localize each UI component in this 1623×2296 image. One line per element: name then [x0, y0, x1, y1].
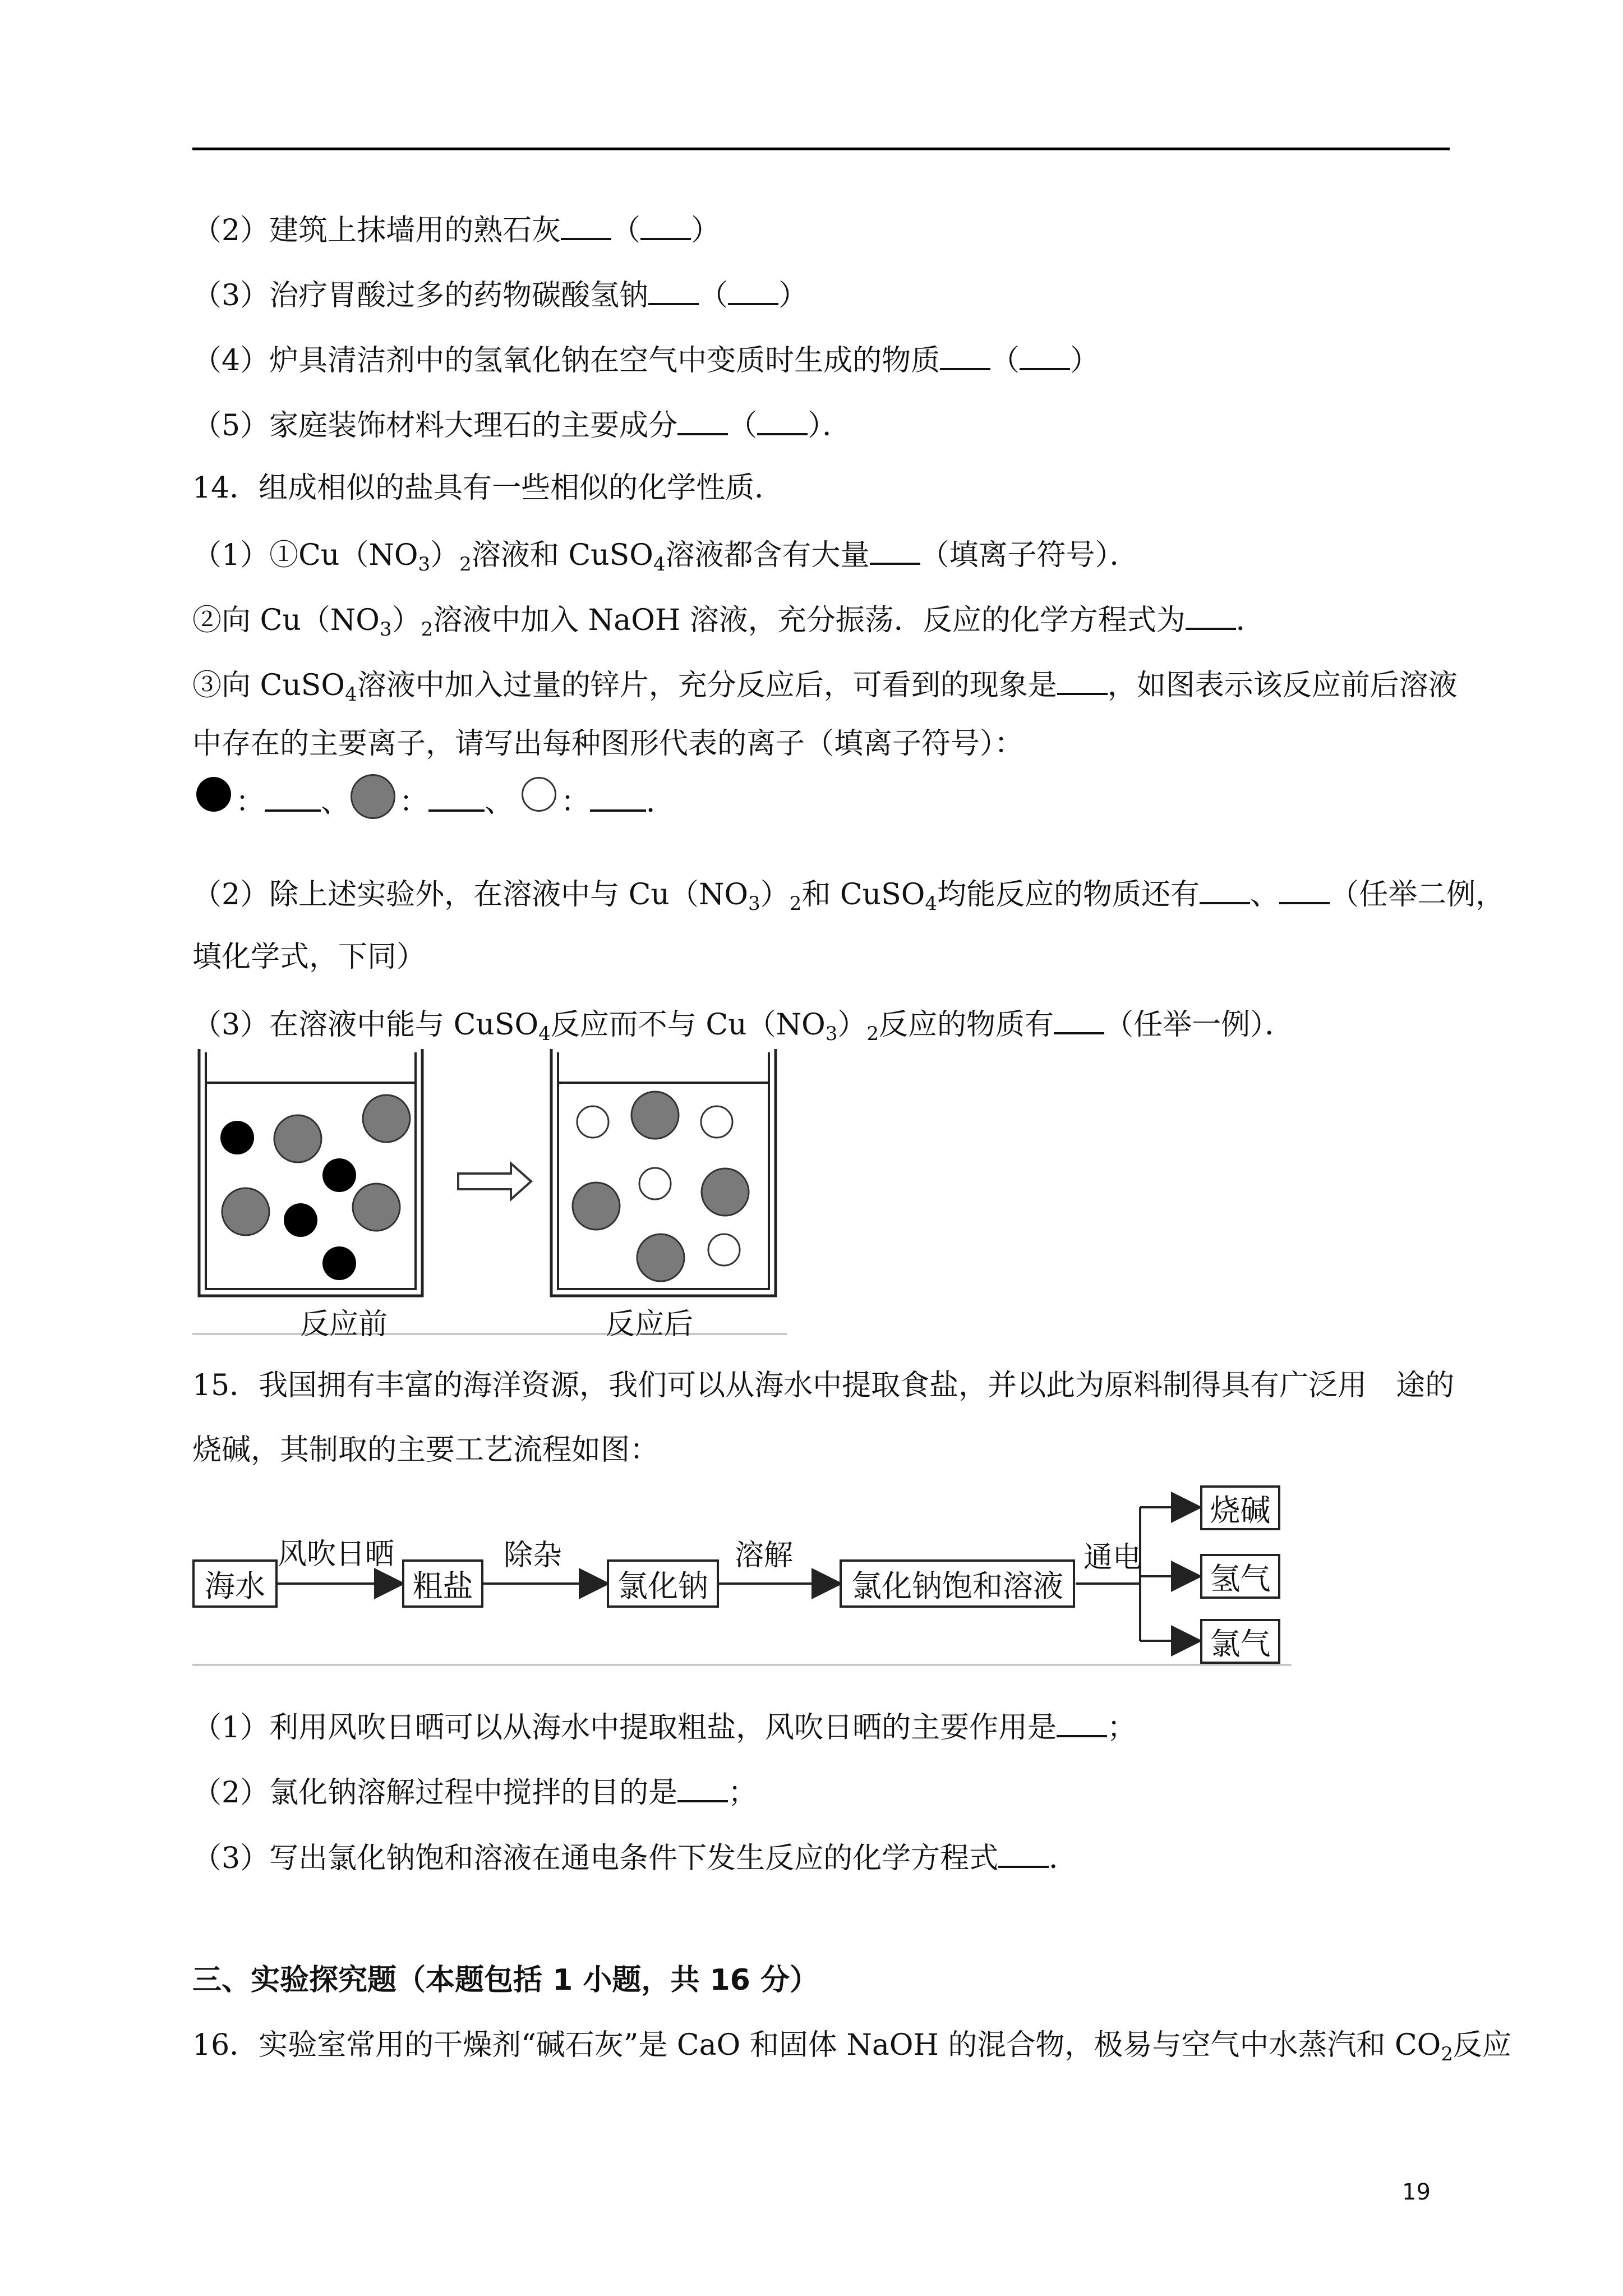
legend-gray-answer: ： 、	[399, 783, 514, 819]
ion-black	[220, 1121, 254, 1154]
flow-box-crude-salt: 粗盐	[402, 1559, 483, 1608]
ion-black	[322, 1158, 356, 1192]
legend-black-answer: ： 、	[236, 783, 350, 819]
answer-blank[interactable]	[1186, 601, 1236, 630]
beaker-before	[199, 1049, 422, 1296]
ion-gray	[353, 1184, 400, 1231]
answer-blank[interactable]	[561, 211, 611, 240]
ion-gray	[702, 1168, 749, 1216]
answer-blank[interactable]	[728, 276, 778, 305]
answer-blank[interactable]	[677, 1773, 728, 1802]
q16-line1: 16．实验室常用的干燥剂“碱石灰”是 CaO 和固体 NaOH 的混合物，极易与空气中水蒸汽和 $CO_2$反应	[192, 2028, 1511, 2065]
answer-blank[interactable]	[1057, 666, 1108, 695]
ion-gray	[637, 1234, 684, 1281]
reaction-arrow	[458, 1163, 531, 1199]
ion-black	[322, 1246, 356, 1280]
flow-box-chlorine: 氯气	[1200, 1619, 1280, 1664]
legend-gray-ball	[351, 774, 395, 819]
header-rule	[192, 148, 1450, 150]
q14-title: 14．组成相似的盐具有一些相似的化学性质．	[192, 471, 784, 505]
ion-white	[639, 1168, 671, 1199]
flow-label-dissolve: 溶解	[735, 1539, 794, 1572]
legend-white-answer: ： ．	[561, 783, 675, 819]
q14-2: （2）除上述实验外，在溶液中与 $Cu(NO_3)_2$和 CuSO$_4$均能反应的物质还有 、 （任举二例，	[192, 875, 1505, 912]
section-3-heading: 三、实验探究题（本题包括 1 小题，共 16 分）	[192, 1963, 819, 1997]
q15-line2: 烧碱，其制取的主要工艺流程如图：	[192, 1433, 660, 1467]
ion-white	[708, 1234, 740, 1266]
reaction-beakers-figure	[192, 1049, 787, 1335]
ion-white	[577, 1106, 608, 1138]
answer-blank[interactable]	[870, 536, 920, 565]
flow-box-hydrogen: 氢气	[1200, 1554, 1280, 1599]
answer-blank[interactable]	[677, 406, 728, 435]
q13-item-3: （3）治疗胃酸过多的药物碳酸氢钠 （ ）	[192, 276, 808, 312]
ion-gray	[631, 1092, 679, 1139]
answer-blank[interactable]	[428, 783, 485, 812]
legend-black-ball	[196, 777, 231, 812]
flow-label-purify: 除杂	[504, 1539, 562, 1572]
q14-2-line2: 填化学式，下同）	[192, 940, 426, 974]
answer-blank[interactable]	[757, 406, 808, 435]
ion-gray	[363, 1095, 410, 1142]
answer-blank[interactable]	[1200, 875, 1250, 904]
q15-3: （3）写出氯化钠饱和溶液在通电条件下发生反应的化学方程式 ．	[192, 1839, 1078, 1875]
answer-blank[interactable]	[1057, 1708, 1107, 1737]
legend-white-ball	[522, 777, 556, 812]
q14-1-c: ③向 CuSO$_4$溶液中加入过量的锌片，充分反应后，可看到的现象是 ，如图表示该反应前后溶液	[192, 666, 1458, 702]
answer-blank[interactable]	[265, 783, 321, 812]
q13-item-2: （2）建筑上抹墙用的熟石灰 （ ）	[192, 211, 720, 247]
answer-blank[interactable]	[940, 341, 990, 370]
caption-after: 反应后	[606, 1308, 694, 1341]
flow-box-seawater: 海水	[192, 1559, 278, 1608]
ion-gray	[222, 1188, 269, 1235]
ion-white	[701, 1106, 732, 1138]
flow-box-saturated-solution: 氯化钠饱和溶液	[840, 1559, 1075, 1608]
ion-gray	[274, 1115, 321, 1162]
q14-1-b: ②向 $Cu(NO_3)_2$溶液中加入 NaOH 溶液，充分振荡．反应的化学方程式为 ．	[192, 601, 1265, 637]
flow-label-electrolysis: 通电	[1083, 1541, 1142, 1575]
q13-item-4: （4）炉具清洁剂中的氢氧化钠在空气中变质时生成的物质 （ ）	[192, 341, 1099, 378]
page-number: 19	[1402, 2179, 1431, 2205]
answer-blank[interactable]	[1020, 341, 1070, 370]
beaker-after	[551, 1049, 776, 1296]
answer-blank[interactable]	[640, 211, 691, 240]
q15-line1: 15．我国拥有丰富的海洋资源，我们可以从海水中提取食盐，并以此为原料制得具有广泛用 途的	[192, 1369, 1455, 1402]
q14-1-a: $(1)①Cu(NO_3)_2$溶液和 CuSO$_4$溶液都含有大量 （填离子符号）．	[192, 536, 1139, 572]
q14-3: （3）在溶液中能与 CuSO$_4$反应而不与 $Cu(NO_3)_2$反应的物质有 （任举一例）．	[192, 1005, 1294, 1042]
answer-blank[interactable]	[998, 1839, 1049, 1868]
answer-blank[interactable]	[1279, 875, 1330, 904]
answer-blank[interactable]	[1054, 1005, 1104, 1034]
flow-label-sun-wind: 风吹日晒	[278, 1538, 395, 1571]
answer-blank[interactable]	[590, 783, 646, 812]
q14-1-c-line2: 中存在的主要离子，请写出每种图形代表的离子（填离子符号）：	[192, 727, 1024, 761]
q13-item-5: （5）家庭装饰材料大理石的主要成分 （ ）．	[192, 406, 851, 443]
flow-box-caustic-soda: 烧碱	[1200, 1485, 1280, 1530]
ion-black	[284, 1203, 317, 1237]
q15-2: （2）氯化钠溶解过程中搅拌的目的是 ；	[192, 1773, 757, 1810]
answer-blank[interactable]	[648, 276, 699, 305]
flow-box-nacl: 氯化钠	[607, 1559, 719, 1608]
ion-gray	[573, 1182, 620, 1230]
caption-before: 反应前	[300, 1308, 388, 1341]
q15-1: （1）利用风吹日晒可以从海水中提取粗盐，风吹日晒的主要作用是 ；	[192, 1708, 1136, 1745]
